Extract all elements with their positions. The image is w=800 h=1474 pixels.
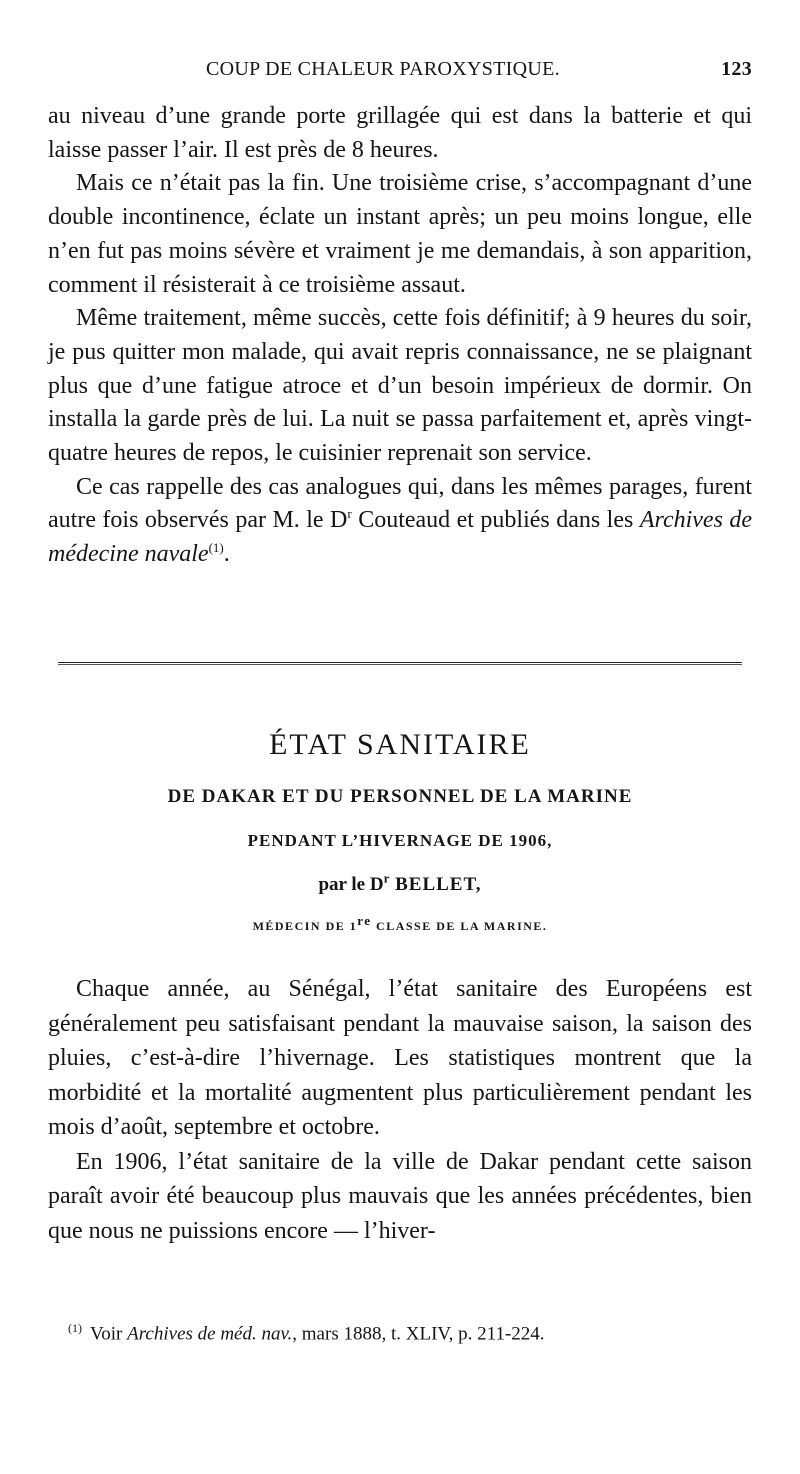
section-subtitle: DE DAKAR ET DU PERSONNEL DE LA MARINE: [167, 786, 633, 807]
paragraph-with-citation: [48, 471, 752, 572]
author-affiliation: [0, 913, 800, 934]
affiliation-suffix: CLASSE DE LA MARINE.: [371, 919, 548, 933]
running-title: COUP DE CHALEUR PAROXYSTIQUE.: [206, 58, 560, 80]
author-byline: [0, 870, 800, 896]
paragraph: Même traitement, même succès, cette fois définitif; à 9 heures du soir, je pus quitter mon malade, qui avait repris connaissance, ne se plaignant plus que d’une fatigue atroce et d’un besoin impérieux de dormir. On installa la garde près de lui. La nuit se passa parfaitement et, après vingt-quatre heures de repos, le cuisinier reprenait son service.: [48, 305, 752, 467]
byline-prefix: par le D: [318, 874, 384, 895]
footnote-text: , mars 1888, t. XLIV, p. 211-224.: [292, 1323, 545, 1345]
superscript: r: [383, 870, 390, 886]
section-title: ÉTAT SANITAIRE: [269, 728, 531, 761]
section-divider: [58, 662, 742, 665]
affiliation-prefix: MÉDECIN DE 1: [252, 919, 358, 933]
paragraph: En 1906, l’état sanitaire de la ville de Dakar pendant cette saison paraît avoir été beaucoup plus mauvais que les années précédentes, bien que nous ne puissions encore — l’hiver-: [48, 1148, 752, 1244]
section-subtitle: PENDANT L’HIVERNAGE DE 1906,: [247, 831, 553, 850]
paragraph-continuation: au niveau d’une grande porte grillagée qui est dans la batterie et qui laisse passer l’air. Il est près de 8 heures.: [48, 103, 752, 163]
page-number: 123: [721, 58, 752, 80]
footnote-mark: (1): [68, 1321, 82, 1335]
journal-title: Archives de médecine navale: [48, 507, 753, 568]
paragraph: Mais ce n’était pas la fin. Une troisième crise, s’accompagnant d’une double incontinence, éclate un instant après; un peu moins longue, elle n’en fut pas moins sévère et vraiment je me demandais, à son apparition, comment il résisterait à ce troisième assaut.: [48, 170, 752, 298]
footnote: [68, 1316, 758, 1346]
article-text: [48, 972, 752, 1248]
footnote-reference: (1): [208, 540, 224, 556]
footnote-text: Voir: [90, 1323, 128, 1345]
author-name: BELLET,: [389, 874, 482, 895]
running-head: [48, 58, 752, 88]
paragraph: Chaque année, au Sénégal, l’état sanitaire des Européens est généralement peu satisfaisant pendant la mauvaise saison, la saison des pluies, c’est-à-dire l’hivernage. Les statistiques montrent que la morbidité et la mortalité augmentent plus particulièrement pendant les mois d’août, septembre et octobre.: [48, 976, 752, 1140]
paragraph-text: Couteaud et publiés dans les: [351, 507, 640, 534]
superscript: r: [347, 506, 352, 522]
previous-article-text: [48, 100, 752, 572]
paragraph-text: .: [223, 541, 230, 568]
superscript: re: [357, 913, 372, 928]
footnote-journal: Archives de méd. nav.: [127, 1323, 293, 1345]
paragraph-text: Ce cas rappelle des cas analogues qui, dans les mêmes parages, furent autre fois observés par M. le D: [48, 473, 752, 534]
